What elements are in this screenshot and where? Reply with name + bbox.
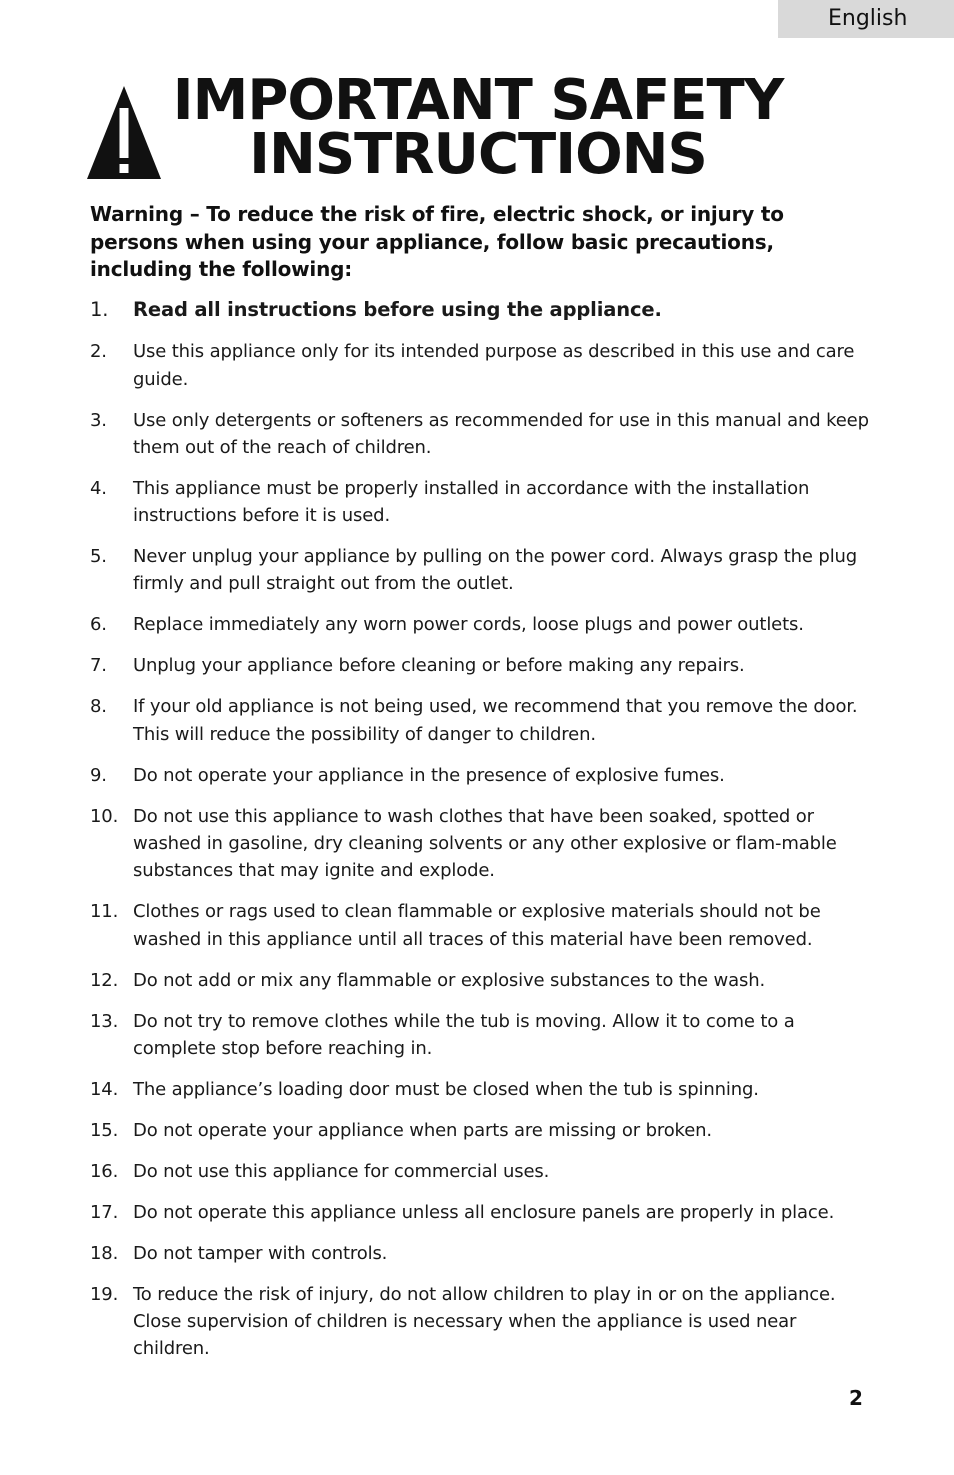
language-label: English xyxy=(828,6,908,31)
list-item xyxy=(90,296,870,323)
item-text: Do not use this appliance to wash clothes that have been soaked, spotted or washed in gasoline, dry cleaning solvents or any other explosive or flam-mable substances that may ignite and explode. xyxy=(133,805,837,882)
page-title xyxy=(168,68,788,187)
list-item xyxy=(90,693,870,748)
item-number: 13. xyxy=(90,1010,119,1032)
list-item xyxy=(90,475,870,530)
item-number: 14. xyxy=(90,1078,119,1100)
item-text: To reduce the risk of injury, do not allow children to play in or on the appliance. Close supervision of children is necessary when the appliance is used near children. xyxy=(133,1283,836,1360)
item-number: 8. xyxy=(90,696,107,718)
list-item xyxy=(90,1076,870,1103)
warning-triangle-icon xyxy=(86,84,162,180)
item-text: Use only detergents or softeners as recommended for use in this manual and keep them out of the reach of children. xyxy=(133,409,869,458)
list-item xyxy=(90,1008,870,1063)
list-item xyxy=(90,1158,870,1185)
item-number: 5. xyxy=(90,546,107,568)
list-item xyxy=(90,407,870,462)
item-number: 2. xyxy=(90,341,107,363)
item-text: The appliance’s loading door must be closed when the tub is spinning. xyxy=(133,1078,759,1100)
language-tab xyxy=(778,0,954,38)
list-item xyxy=(90,1281,870,1363)
item-text: Never unplug your appliance by pulling on the power cord. Always grasp the plug firmly and pull straight out from the outlet. xyxy=(133,546,858,595)
item-number: 6. xyxy=(90,614,107,636)
list-item xyxy=(90,967,870,994)
item-number: 10. xyxy=(90,805,119,827)
item-text: Do not try to remove clothes while the tub is moving. Allow it to come to a complete stop before reaching in. xyxy=(133,1010,795,1059)
item-number: 9. xyxy=(90,764,107,786)
list-item xyxy=(90,762,870,789)
list-item xyxy=(90,338,870,393)
list-item xyxy=(90,611,870,638)
item-number: 4. xyxy=(90,477,107,499)
item-number: 19. xyxy=(90,1283,119,1305)
item-text: Do not operate this appliance unless all enclosure panels are properly in place. xyxy=(133,1201,835,1223)
item-text: Read all instructions before using the appliance. xyxy=(133,298,662,321)
warning-statement: Warning – To reduce the risk of fire, electric shock, or injury to persons when using your appliance, follow basic precautions, including the following: xyxy=(90,202,784,281)
item-text: Do not use this appliance for commercial uses. xyxy=(133,1160,550,1182)
safety-instructions-list xyxy=(90,296,870,1376)
item-text: If your old appliance is not being used, we recommend that you remove the door. This will reduce the possibility of danger to children. xyxy=(133,696,858,745)
item-text: Do not operate your appliance in the presence of explosive fumes. xyxy=(133,764,725,786)
page-title-line-1: IMPORTANT SAFETY xyxy=(172,68,784,133)
item-number: 17. xyxy=(90,1201,119,1223)
item-text: Unplug your appliance before cleaning or before making any repairs. xyxy=(133,655,745,677)
item-number: 1. xyxy=(90,298,109,321)
page-title-line-2: INSTRUCTIONS xyxy=(249,122,707,187)
item-number: 15. xyxy=(90,1119,119,1141)
item-number: 12. xyxy=(90,969,119,991)
list-item xyxy=(90,1240,870,1267)
item-number: 18. xyxy=(90,1242,119,1264)
item-text: Do not add or mix any flammable or explosive substances to the wash. xyxy=(133,969,766,991)
item-text: Do not operate your appliance when parts are missing or broken. xyxy=(133,1119,712,1141)
list-item xyxy=(90,1117,870,1144)
list-item xyxy=(90,543,870,598)
item-number: 11. xyxy=(90,901,119,923)
list-item xyxy=(90,652,870,679)
item-number: 16. xyxy=(90,1160,119,1182)
item-text: Do not tamper with controls. xyxy=(133,1242,388,1264)
item-number: 3. xyxy=(90,409,107,431)
page-number: 2 xyxy=(849,1386,863,1410)
item-text: Clothes or rags used to clean flammable or explosive materials should not be washed in this appliance until all traces of this material have been removed. xyxy=(133,901,821,950)
item-text: Use this appliance only for its intended purpose as described in this use and care guide. xyxy=(133,341,855,390)
item-number: 7. xyxy=(90,655,107,677)
item-text: Replace immediately any worn power cords, loose plugs and power outlets. xyxy=(133,614,804,636)
list-item xyxy=(90,898,870,953)
item-text: This appliance must be properly installed in accordance with the installation instructions before it is used. xyxy=(133,477,810,527)
list-item xyxy=(90,1199,870,1226)
list-item xyxy=(90,803,870,885)
